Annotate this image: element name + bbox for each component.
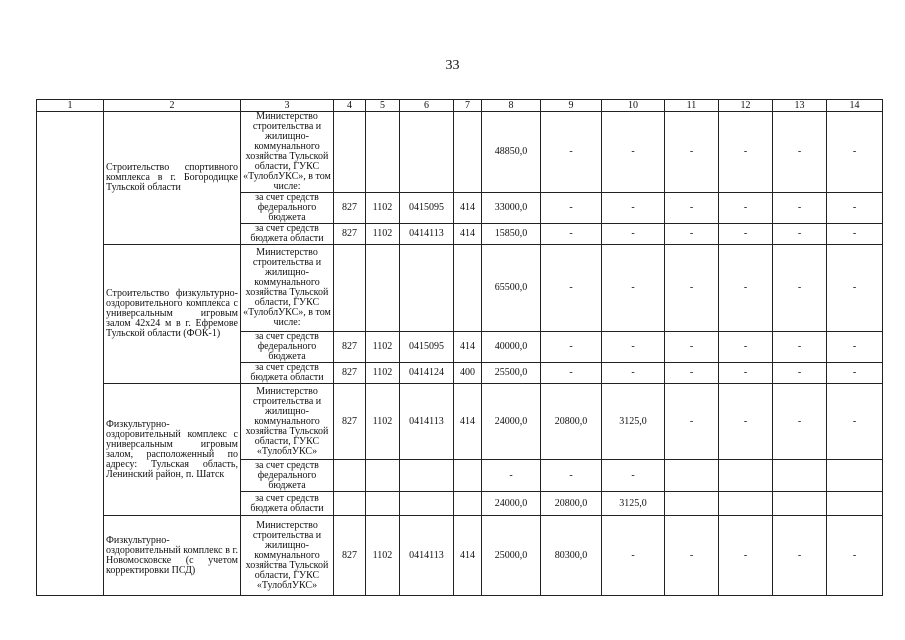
cell-c9: -: [541, 193, 602, 224]
cell-c12: -: [719, 516, 773, 596]
cell-c13: -: [773, 224, 827, 245]
column-number-14: 14: [827, 100, 883, 112]
funding-source: за счет средств федерального бюджета: [241, 332, 334, 363]
cell-c9: -: [541, 460, 602, 492]
cell-c13: -: [773, 193, 827, 224]
column-number-3: 3: [241, 100, 334, 112]
cell-c4: [334, 460, 366, 492]
cell-c12: [719, 460, 773, 492]
cell-c14: -: [827, 193, 883, 224]
cell-c4: 827: [334, 193, 366, 224]
cell-c11: -: [665, 384, 719, 460]
cell-c6: [400, 460, 454, 492]
cell-c5: [366, 112, 400, 193]
cell-c14: -: [827, 224, 883, 245]
cell-c10: -: [602, 193, 665, 224]
cell-c6: 0414113: [400, 224, 454, 245]
cell-c5: [366, 245, 400, 332]
cell-c7: 400: [454, 363, 482, 384]
column-number-12: 12: [719, 100, 773, 112]
cell-c11: -: [665, 332, 719, 363]
page-number: 33: [445, 58, 460, 73]
cell-c13: -: [773, 245, 827, 332]
cell-c7: 414: [454, 193, 482, 224]
project-name: Физкультурно-оздоровительный комплекс в г. Новомосковске (с учетом корректировки ПСД): [104, 516, 241, 596]
cell-c8: 25000,0: [482, 516, 541, 596]
cell-c13: -: [773, 363, 827, 384]
cell-c8: 24000,0: [482, 384, 541, 460]
cell-c6: 0414113: [400, 384, 454, 460]
cell-c10: -: [602, 224, 665, 245]
cell-c14: -: [827, 363, 883, 384]
budget-table: [36, 99, 883, 596]
cell-c11: -: [665, 516, 719, 596]
cell-c4: 827: [334, 332, 366, 363]
cell-c14: [827, 492, 883, 516]
cell-c10: -: [602, 460, 665, 492]
cell-c7: [454, 245, 482, 332]
cell-c9: -: [541, 112, 602, 193]
cell-c14: -: [827, 245, 883, 332]
cell-c7: 414: [454, 332, 482, 363]
cell-c14: -: [827, 384, 883, 460]
cell-c5: [366, 460, 400, 492]
cell-c12: -: [719, 245, 773, 332]
cell-c9: 80300,0: [541, 516, 602, 596]
cell-c5: 1102: [366, 332, 400, 363]
funding-source: Министерство строительства и жилищно-коммунального хозяйства Тульской области, ГУКС «ТулоблУКС», в том числе:: [241, 112, 334, 193]
cell-c5: 1102: [366, 516, 400, 596]
cell-c8: 65500,0: [482, 245, 541, 332]
column-number-5: 5: [366, 100, 400, 112]
cell-c9: 20800,0: [541, 492, 602, 516]
cell-c10: 3125,0: [602, 492, 665, 516]
cell-c13: -: [773, 384, 827, 460]
cell-c10: 3125,0: [602, 384, 665, 460]
cell-c9: -: [541, 363, 602, 384]
cell-c8: -: [482, 460, 541, 492]
column-number-11: 11: [665, 100, 719, 112]
cell-c5: 1102: [366, 224, 400, 245]
cell-c10: -: [602, 363, 665, 384]
cell-c8: 24000,0: [482, 492, 541, 516]
funding-source: за счет средств бюджета области: [241, 363, 334, 384]
cell-c5: [366, 492, 400, 516]
cell-c14: -: [827, 516, 883, 596]
column-number-2: 2: [104, 100, 241, 112]
cell-c12: -: [719, 384, 773, 460]
table-row: [37, 245, 883, 332]
cell-c8: 25500,0: [482, 363, 541, 384]
column-number-13: 13: [773, 100, 827, 112]
cell-c13: -: [773, 112, 827, 193]
cell-c6: [400, 112, 454, 193]
cell-c11: -: [665, 245, 719, 332]
column-number-row: [37, 100, 883, 112]
cell-c10: -: [602, 516, 665, 596]
cell-c12: -: [719, 112, 773, 193]
cell-c12: -: [719, 332, 773, 363]
cell-c13: [773, 492, 827, 516]
cell-c10: -: [602, 245, 665, 332]
cell-c5: 1102: [366, 384, 400, 460]
cell-c8: 33000,0: [482, 193, 541, 224]
funding-source: за счет средств бюджета области: [241, 224, 334, 245]
cell-c4: 827: [334, 224, 366, 245]
funding-source: за счет средств бюджета области: [241, 492, 334, 516]
cell-c6: [400, 492, 454, 516]
cell-c6: 0414124: [400, 363, 454, 384]
cell-c4: 827: [334, 363, 366, 384]
column-number-6: 6: [400, 100, 454, 112]
cell-c7: 414: [454, 224, 482, 245]
cell-c11: -: [665, 193, 719, 224]
cell-c12: -: [719, 224, 773, 245]
cell-c9: -: [541, 332, 602, 363]
cell-c6: 0414113: [400, 516, 454, 596]
table-row: [37, 384, 883, 460]
cell-c13: -: [773, 332, 827, 363]
cell-c7: [454, 492, 482, 516]
cell-c9: 20800,0: [541, 384, 602, 460]
cell-c8: 48850,0: [482, 112, 541, 193]
cell-c13: [773, 460, 827, 492]
column-number-1: 1: [37, 100, 104, 112]
funding-source: Министерство строительства и жилищно-коммунального хозяйства Тульской области, ГУКС «ТулоблУКС»: [241, 516, 334, 596]
project-name: Строительство физкультурно-оздоровительного комплекса с универсальным игровым залом 42х24 м в г. Ефремове Тульской области (ФОК-1): [104, 245, 241, 384]
cell-c8: 15850,0: [482, 224, 541, 245]
cell-c9: -: [541, 224, 602, 245]
cell-c4: [334, 245, 366, 332]
cell-c4: [334, 492, 366, 516]
cell-c12: -: [719, 193, 773, 224]
cell-c7: 414: [454, 516, 482, 596]
cell-c11: -: [665, 224, 719, 245]
table-row: [37, 516, 883, 596]
cell-c6: 0415095: [400, 193, 454, 224]
column-number-9: 9: [541, 100, 602, 112]
funding-source: за счет средств федерального бюджета: [241, 460, 334, 492]
cell-c4: [334, 112, 366, 193]
funding-source: Министерство строительства и жилищно-коммунального хозяйства Тульской области, ГУКС «ТулоблУКС», в том числе:: [241, 245, 334, 332]
cell-c6: 0415095: [400, 332, 454, 363]
cell-c11: [665, 460, 719, 492]
column-number-4: 4: [334, 100, 366, 112]
cell-c4: 827: [334, 384, 366, 460]
cell-c12: [719, 492, 773, 516]
cell-c14: [827, 460, 883, 492]
cell-c7: 414: [454, 384, 482, 460]
cell-c5: 1102: [366, 363, 400, 384]
cell-c9: -: [541, 245, 602, 332]
cell-c6: [400, 245, 454, 332]
project-name: Строительство спортивного комплекса в г. Богородицке Тульской области: [104, 112, 241, 245]
cell-c7: [454, 460, 482, 492]
row-group-cell: [37, 112, 104, 596]
cell-c8: 40000,0: [482, 332, 541, 363]
project-name: Физкультурно-оздоровительный комплекс с универсальным игровым залом, расположенный по адресу: Тульская область, Ленинский район, п. Шатск: [104, 384, 241, 516]
cell-c11: [665, 492, 719, 516]
cell-c4: 827: [334, 516, 366, 596]
cell-c10: -: [602, 112, 665, 193]
cell-c10: -: [602, 332, 665, 363]
funding-source: за счет средств федерального бюджета: [241, 193, 334, 224]
cell-c13: -: [773, 516, 827, 596]
table-row: [37, 112, 883, 193]
cell-c5: 1102: [366, 193, 400, 224]
column-number-10: 10: [602, 100, 665, 112]
cell-c12: -: [719, 363, 773, 384]
cell-c11: -: [665, 112, 719, 193]
column-number-7: 7: [454, 100, 482, 112]
cell-c14: -: [827, 332, 883, 363]
cell-c14: -: [827, 112, 883, 193]
funding-source: Министерство строительства и жилищно-коммунального хозяйства Тульской области, ГУКС «ТулоблУКС»: [241, 384, 334, 460]
cell-c11: -: [665, 363, 719, 384]
column-number-8: 8: [482, 100, 541, 112]
cell-c7: [454, 112, 482, 193]
